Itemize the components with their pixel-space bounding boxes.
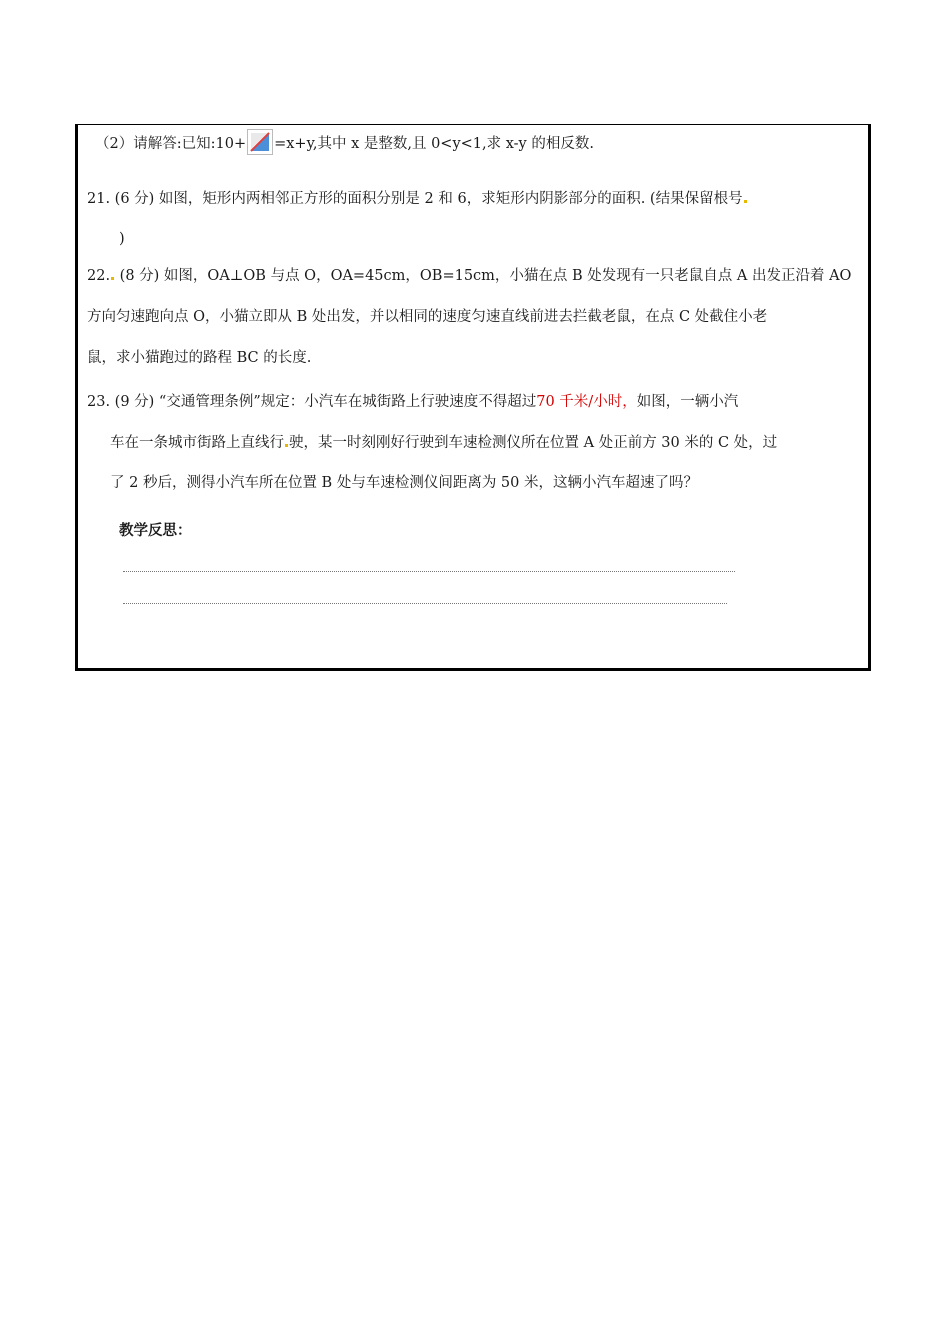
question-23-line-2: 车在一条城市街路上直线行 驶，某一时刻刚好行驶到车速检测仪所在位置 A 处正前方 30 米的 C 处，过	[110, 435, 778, 451]
q20-suffix: =x+y,其中 x 是整数,且 0<y<1,求 x-y 的相反数.	[274, 136, 594, 152]
question-21-line-1: 21. (6 分) 如图，矩形内两相邻正方形的面积分别是 2 和 6，求矩形内阴影部分的面积. (结果保留根号	[87, 189, 748, 209]
question-21-line-2: )	[119, 231, 125, 247]
reflection-line-1	[123, 571, 735, 572]
reflection-heading: 教学反思：	[119, 523, 192, 539]
question-22-line-1: 22. (8 分) 如图，OA⊥OB 与点 O，OA=45cm，OB=15cm，小猫在点 B 处发现有一只老鼠自点 A 出发正沿着 AO	[87, 268, 852, 284]
q20-prefix: （2）请解答:已知:10+	[95, 136, 247, 152]
reflection-line-2	[123, 603, 727, 604]
question-22-line-2: 方向匀速跑向点 O，小猫立即从 B 处出发，并以相同的速度匀速直线前进去拦截老鼠，在点 C 处截住小老	[87, 309, 768, 325]
question-22-line-3: 鼠，求小猫跑过的路程 BC 的长度.	[87, 350, 312, 366]
broken-image-icon	[247, 129, 273, 155]
question-23-line-3: 了 2 秒后，测得小汽车所在位置 B 处与车速检测仪间距离为 50 米，这辆小汽车超速了吗？	[110, 475, 698, 491]
question-20-part-2	[95, 131, 594, 157]
question-23-line-1: 23. (9 分) “交通管理条例”规定：小汽车在城街路上行驶速度不得超过70 千米/小时，如图，一辆小汽	[87, 394, 739, 410]
speed-limit-text: 70 千米/小时，	[536, 394, 637, 410]
